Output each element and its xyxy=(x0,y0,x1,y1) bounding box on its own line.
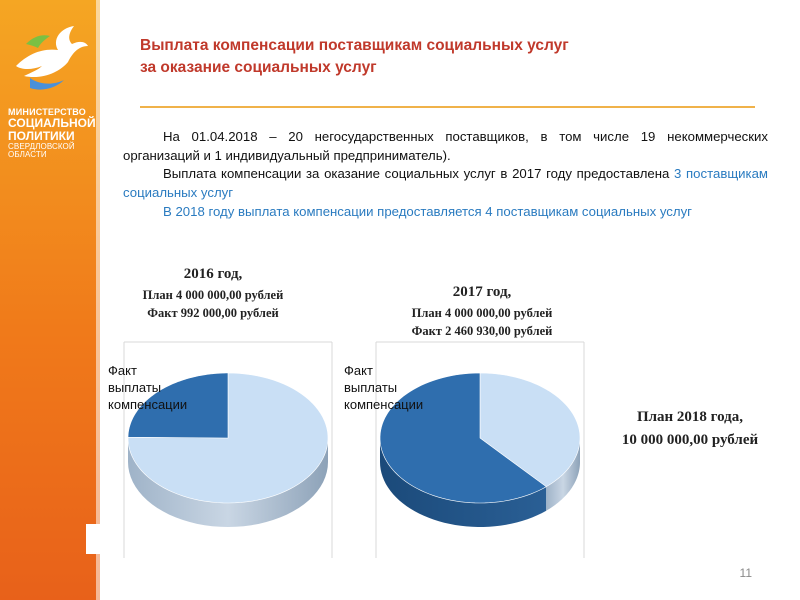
bird-logo-icon xyxy=(8,14,92,98)
title-line-1: Выплата компенсации поставщикам социальных услуг xyxy=(140,37,569,54)
chart-title: 2016 год, xyxy=(183,266,243,282)
chart-2016-slice-label xyxy=(108,362,187,413)
paragraph-2 xyxy=(123,165,768,202)
summary-text xyxy=(123,128,768,222)
chart-2017-caption xyxy=(372,282,592,340)
chart-2017-slice-label xyxy=(344,362,423,413)
chart-subtitle-plan: План 4 000 000,00 рублей xyxy=(411,305,553,320)
ministry-name xyxy=(8,108,98,159)
chart-2016-caption xyxy=(108,264,318,322)
page-title xyxy=(140,35,760,80)
paragraph-2-highlight: 3 поставщикам социальных услуг xyxy=(123,166,768,201)
paragraph-3: В 2018 году выплата компенсации предоставляется 4 поставщикам социальных услуг xyxy=(163,203,692,219)
slice-label-line: Факт выплаты компенсации xyxy=(108,363,188,413)
ministry-line: ОБЛАСТИ xyxy=(8,150,47,160)
chart-subtitle-fact: Факт 2 460 930,00 рублей xyxy=(411,323,553,338)
sidebar-brand-panel xyxy=(0,0,100,600)
ministry-line: СОЦИАЛЬНОЙ xyxy=(8,116,96,131)
title-divider xyxy=(140,106,755,108)
ministry-line: МИНИСТЕРСТВО xyxy=(8,107,86,117)
plan-2018-line-1: План 2018 года, xyxy=(636,409,744,425)
paragraph-2-text: Выплата компенсации за оказание социальных услуг в 2017 году предоставлена xyxy=(163,166,675,182)
chart-title: 2017 год, xyxy=(452,284,512,300)
title-line-2: за оказание социальных услуг xyxy=(140,59,377,77)
sidebar-divider xyxy=(96,0,100,600)
page-number: 11 xyxy=(739,566,752,580)
chart-subtitle-plan: План 4 000 000,00 рублей xyxy=(142,287,284,302)
slice-label-line: Факт выплаты компенсации xyxy=(344,363,424,413)
paragraph-1: На 01.04.2018 – 20 негосударственных поставщиков, в том числе 19 некоммерческих организаций и 1 индивидуальный предприниматель). xyxy=(123,129,768,163)
plan-2018-line-2: 10 000 000,00 рублей xyxy=(621,431,759,448)
chart-subtitle-fact: Факт 992 000,00 рублей xyxy=(147,305,279,320)
plan-2018-text xyxy=(600,406,780,451)
ministry-line: ПОЛИТИКИ xyxy=(8,129,75,144)
decorative-block xyxy=(86,524,100,554)
ministry-line: СВЕРДЛОВСКОЙ xyxy=(8,141,75,151)
